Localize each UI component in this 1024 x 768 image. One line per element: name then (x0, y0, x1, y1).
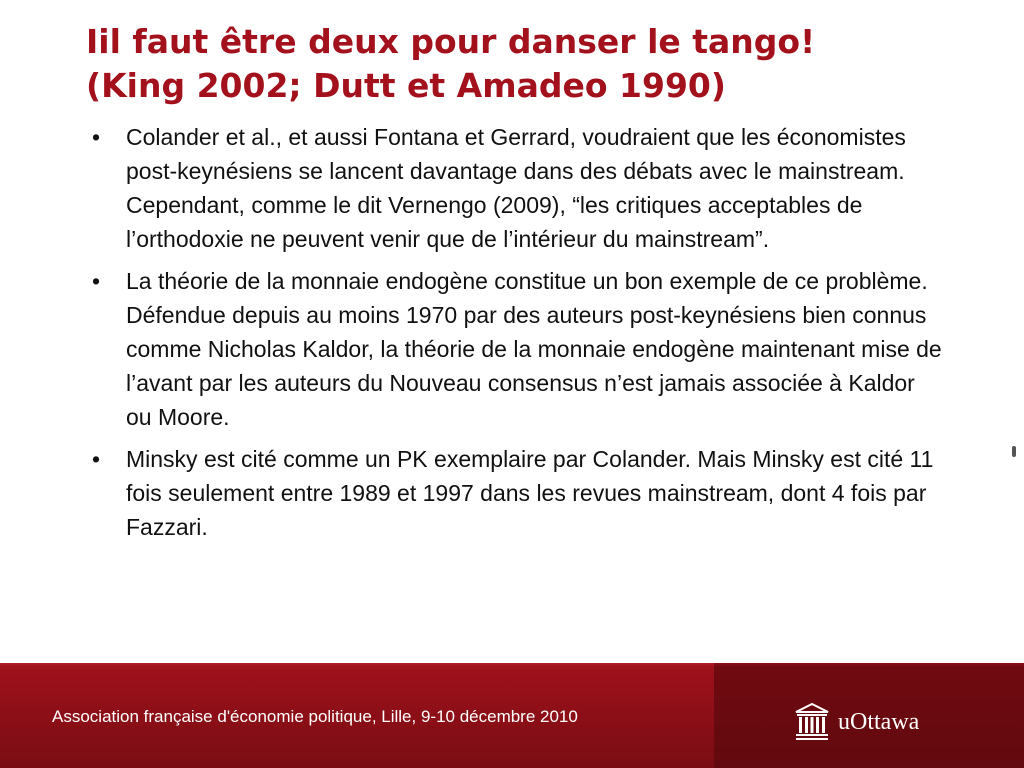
university-building-icon (795, 703, 829, 741)
bullet-marker: • (91, 268, 101, 294)
title-line-2: (King 2002; Dutt et Amadeo 1990) (86, 66, 726, 105)
bullet-item (86, 120, 946, 256)
slide-title (86, 20, 986, 108)
title-line-1: Iil faut être deux pour danser le tango! (86, 22, 816, 61)
uottawa-logo-text: uOttawa (838, 709, 920, 735)
bullet-item (86, 264, 946, 434)
bullet-marker: • (91, 446, 101, 472)
bullet-text: Colander et al., et aussi Fontana et Gerrard, voudraient que les économistes post-keynésiens se lancent davantage dans des débats avec le mainstream. Cependant, comme le dit Vernengo (2009), “les critiques acceptables de l’orthodoxie ne peuvent venir que de l’intérieur du mainstream”. (126, 124, 906, 252)
footer-caption: Association française d'économie politique, Lille, 9-10 décembre 2010 (52, 707, 578, 726)
stray-mark (1012, 446, 1016, 457)
bullet-list (86, 120, 946, 552)
bullet-text: Minsky est cité comme un PK exemplaire par Colander. Mais Minsky est cité 11 fois seulement entre 1989 et 1997 dans les revues mainstream, dont 4 fois par Fazzari. (126, 446, 934, 540)
bullet-marker: • (91, 124, 101, 150)
bullet-text: La théorie de la monnaie endogène constitue un bon exemple de ce problème. Défendue depuis au moins 1970 par des auteurs post-keynésiens bien connus comme Nicholas Kaldor, la théorie de la monnaie endogène maintenant mise de l’avant par les auteurs du Nouveau consensus n’est jamais associée à Kaldor ou Moore. (126, 268, 942, 430)
bullet-item (86, 442, 946, 544)
